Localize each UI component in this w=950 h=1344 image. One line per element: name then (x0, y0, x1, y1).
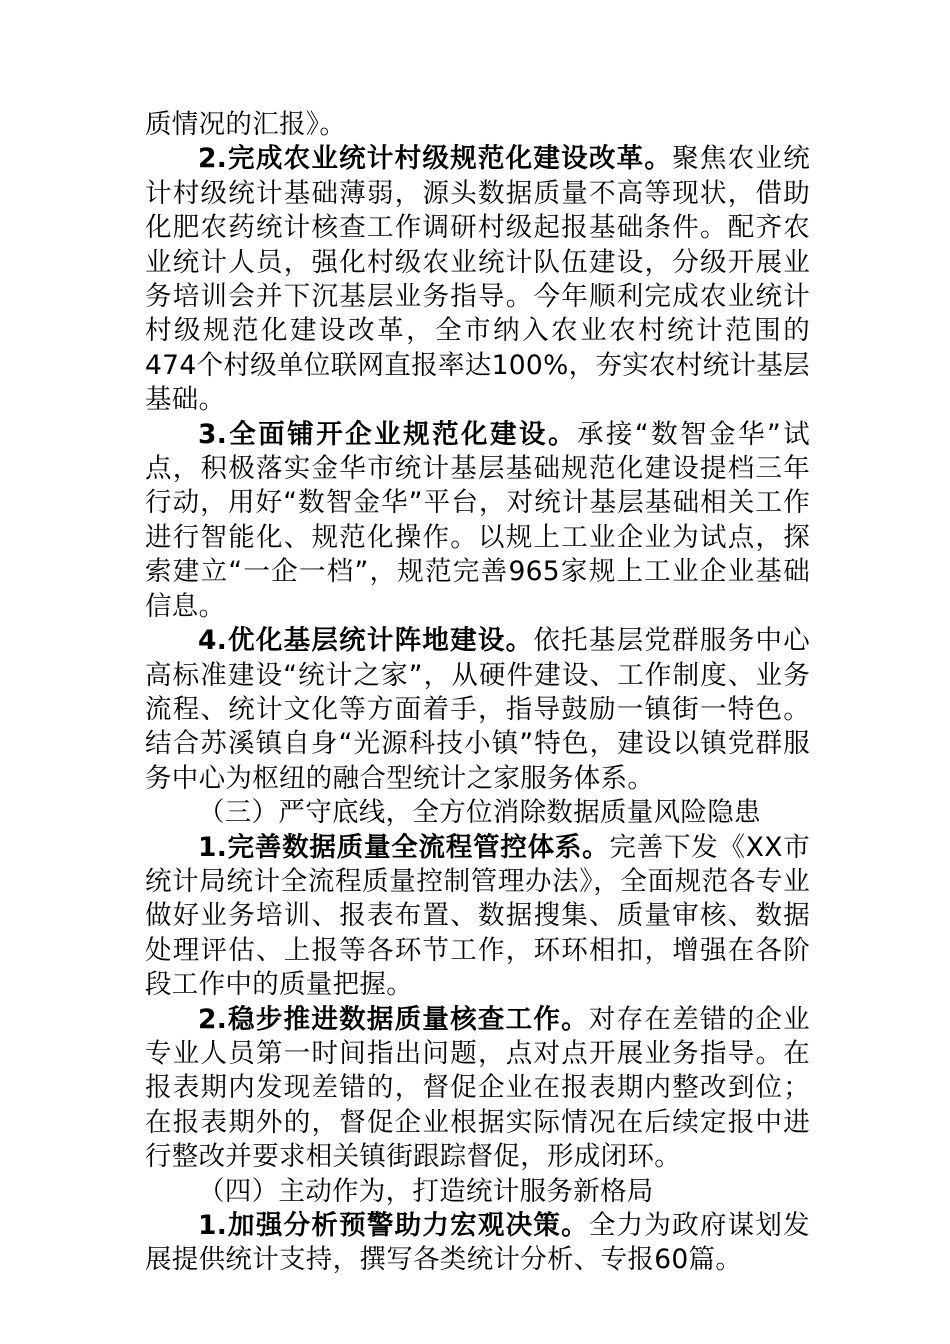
paragraph-grassroots-station (145, 624, 810, 796)
paragraph-text: 对存在差错的企业专业人员第一时间指出问题，点对点开展业务指导。在报表期内发现差错的，督促企业在报表期内整改到位；在报表期外的，督促企业根据实际情况在后续定报中进行整改并要求相关镇街跟踪督促，形成闭环。 (145, 1003, 810, 1173)
paragraph-analysis-warning (145, 1209, 810, 1278)
paragraph-text: 完善下发《XX市统计局统计全流程质量控制管理办法》，全面规范各专业做好业务培训、报表布置、数据搜集、质量审核、数据处理评估、上报等各环节工作，环环相扣，增强在各阶段工作中的质量把握。 (145, 831, 810, 1001)
paragraph-heading: 4.优化基层统计阵地建设。 (198, 625, 534, 657)
paragraph-heading: 2.完成农业统计村级规范化建设改革。 (198, 143, 673, 175)
section-heading-text: （三）严守底线，全方位消除数据质量风险隐患 (198, 797, 761, 829)
paragraph-heading: 3.全面铺开企业规范化建设。 (198, 418, 577, 450)
paragraph-report-title-end (145, 108, 810, 142)
section-heading-four (145, 1175, 810, 1209)
document-body (145, 108, 810, 1278)
section-heading-three (145, 796, 810, 830)
paragraph-heading: 2.稳步推进数据质量核查工作。 (198, 1003, 589, 1035)
paragraph-text: 质情况的汇报》。 (145, 109, 347, 140)
paragraph-quality-verification (145, 1003, 810, 1175)
paragraph-agri-village-reform (145, 142, 810, 417)
paragraph-heading: 1.完善数据质量全流程管控体系。 (198, 831, 610, 863)
paragraph-text: 依托基层党群服务中心高标准建设“统计之家”，从硬件建设、工作制度、业务流程、统计文化等方面着手，指导鼓励一镇街一特色。结合苏溪镇自身“光源科技小镇”特色，建设以镇党群服务中心为枢纽的融合型统计之家服务体系。 (145, 625, 811, 794)
paragraph-quality-control-system (145, 831, 810, 1003)
paragraph-text: 承接“数智金华”试点，积极落实金华市统计基层基础规范化建设提档三年行动，用好“数智金华”平台，对统计基层基础相关工作进行智能化、规范化操作。以规上工业企业为试点，探索建立“一企一档”，规范完善965家规上工业企业基础信息。 (145, 418, 810, 622)
section-heading-text: （四）主动作为，打造统计服务新格局 (198, 1175, 654, 1207)
paragraph-enterprise-standardization (145, 418, 810, 624)
paragraph-text: 全力为政府谋划发展提供统计支持，撰写各类统计分析、专报60篇。 (145, 1210, 810, 1276)
paragraph-text: 聚焦农业统计村级统计基础薄弱，源头数据质量不高等现状，借助化肥农药统计核查工作调研村级起报基础条件。配齐农业统计人员，强化村级农业统计队伍建设，分级开展业务培训会并下沉基层业务指导。今年顺利完成农业统计村级规范化建设改革，全市纳入农业农村统计范围的474个村级单位联网直报率达100%，夯实农村统计基层基础。 (145, 143, 810, 416)
paragraph-heading: 1.加强分析预警助力宏观决策。 (198, 1210, 589, 1241)
